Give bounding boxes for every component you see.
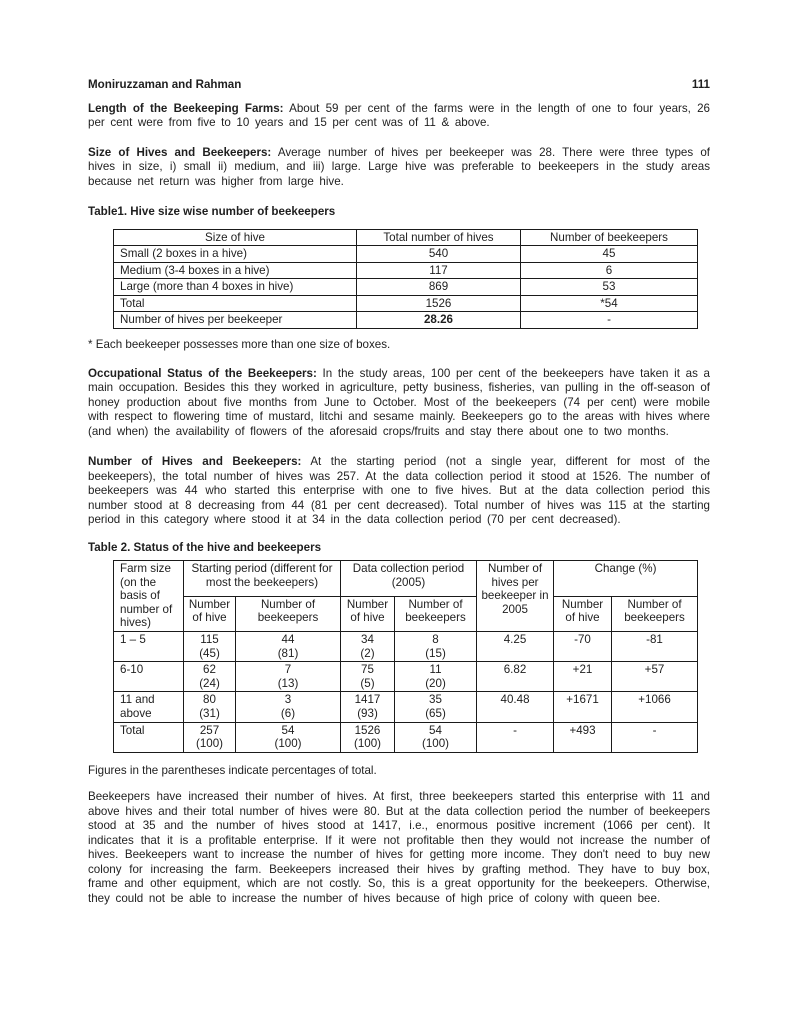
table2-subheader-hive: Number of hive	[341, 596, 395, 631]
table-cell: Large (more than 4 boxes in hive)	[114, 279, 357, 296]
table1-hive-size	[113, 229, 698, 330]
table-cell: 1526 (100)	[341, 722, 395, 752]
table-cell: +1671	[554, 692, 612, 722]
table2-subheader-beekeepers: Number of beekeepers	[236, 596, 341, 631]
table-row	[114, 662, 698, 692]
table-cell: *54	[521, 295, 698, 312]
table-cell: 62 (24)	[184, 662, 236, 692]
table-cell: +493	[554, 722, 612, 752]
table2-subheader-beekeepers: Number of beekeepers	[395, 596, 477, 631]
table2-subheader-beekeepers: Number of beekeepers	[612, 596, 698, 631]
table2-header-change: Change (%)	[554, 561, 698, 596]
table-cell: -81	[612, 632, 698, 662]
table-row	[114, 279, 698, 296]
paragraph-text: In the study areas, 100 per cent of the beekeepers have taken it as a main occupation. Besides this they worked in agriculture, petty business, fisheries, van pulling in the off-season of honey production about five months from June to October. Most of the beekeepers (74 per cent) were mobile with respect to flowering time of mustard, litchi and sesame mainly. Beekeepers go to the areas with hives where (and when) the availability of flowers of the aforesaid crops/fruits and stay there about one to two months.	[88, 366, 711, 438]
table-row	[114, 722, 698, 752]
table-cell: 11 and above	[114, 692, 184, 722]
table-row	[114, 692, 698, 722]
paragraph-lead: Occupational Status of the Beekeepers:	[88, 366, 317, 380]
table2-header-hives-per-beekeeper: Number of hives per beekeeper in 2005	[477, 561, 554, 632]
running-head	[88, 78, 710, 93]
table-row	[114, 312, 698, 329]
paragraph-length-of-farms	[88, 102, 710, 131]
table-cell: -	[477, 722, 554, 752]
table1-title: Table1. Hive size wise number of beekeepers	[88, 205, 336, 218]
table-cell: 1 – 5	[114, 632, 184, 662]
table-cell: 540	[357, 246, 521, 263]
running-head-authors: Moniruzzaman and Rahman	[88, 78, 242, 91]
table-cell: +21	[554, 662, 612, 692]
table-row	[114, 246, 698, 263]
table-cell: 1526	[357, 295, 521, 312]
table2-header-collection-period: Data collection period (2005)	[341, 561, 477, 596]
table2-header-row-1	[114, 561, 698, 596]
table1-header-size: Size of hive	[114, 229, 357, 246]
paragraph-text: At the starting period (not a single year, different for most of the beekeepers), the total number of hives was 257. At the data collection period it stood at 1526. The number of beekeepers was 44 who started this enterprise with one to five hives. But at the data collection period this number stood at 8 decreasing from 44 (81 per cent decreased). Total number of hives was 115 at the starting period in this category where stood it at 34 in the data collection period (70 per cent decreased).	[88, 455, 711, 527]
table2-header-row-2	[114, 596, 698, 631]
table2-title: Table 2. Status of the hive and beekeepers	[88, 540, 322, 554]
table-cell: 6.82	[477, 662, 554, 692]
table-cell: 3 (6)	[236, 692, 341, 722]
paragraph-closing	[88, 790, 710, 906]
paragraph-size-of-hives	[88, 146, 710, 190]
table-cell: 28.26	[357, 312, 521, 329]
table2-header-starting-period: Starting period (different for most the beekeepers)	[184, 561, 341, 596]
table-cell: 54 (100)	[236, 722, 341, 752]
table-cell: 40.48	[477, 692, 554, 722]
table-cell: Number of hives per beekeeper	[114, 312, 357, 329]
table-cell: 117	[357, 262, 521, 279]
table2-subheader-hive: Number of hive	[554, 596, 612, 631]
table2-header-farm-size: Farm size (on the basis of number of hives)	[114, 561, 184, 632]
paragraph-number-of-hives	[88, 455, 710, 528]
table-cell: Total	[114, 295, 357, 312]
table-cell: -	[612, 722, 698, 752]
table-row	[114, 262, 698, 279]
table-cell: Total	[114, 722, 184, 752]
paragraph-text: About 59 per cent of the farms were in the length of one to four years, 26 per cent were from five to 10 years and 15 per cent was of 11 & above.	[88, 101, 710, 129]
table-row	[114, 632, 698, 662]
table-cell: 6-10	[114, 662, 184, 692]
table-cell: Small (2 boxes in a hive)	[114, 246, 357, 263]
paragraph-text: Beekeepers have increased their number of hives. At first, three beekeepers started this enterprise with 11 and above hives and their total number of hives were 80. But at the data collection period the number of beekeepers stood at 35 and the number of hives stood at 1417, i.e., enormous positive increment (1066 per cent). It indicates that it is a profitable enterprise. If it were not profitable then they would not increase the number of hives. Beekeepers want to increase the number of hives for getting more income. They don't need to buy new colony for increasing the farm. Beekeepers increased their hives by grafting method. They have to buy box, frame and other equipment, which are not costly. So, this is a great opportunity for the beekeepers. Otherwise, they could not be able to increase the number of hives because of high price of colony with queen bee.	[88, 790, 710, 905]
paragraph-occupational-status	[88, 367, 710, 440]
table-cell: 869	[357, 279, 521, 296]
table1-footnote: * Each beekeeper possesses more than one size of boxes.	[88, 338, 391, 352]
table-cell: Medium (3-4 boxes in a hive)	[114, 262, 357, 279]
table-cell: 115 (45)	[184, 632, 236, 662]
table-cell: +57	[612, 662, 698, 692]
table2-subheader-hive: Number of hive	[184, 596, 236, 631]
table-cell: 1417 (93)	[341, 692, 395, 722]
table-cell: 53	[521, 279, 698, 296]
table1-header-total-hives: Total number of hives	[357, 229, 521, 246]
table-cell: 75 (5)	[341, 662, 395, 692]
table-cell: 45	[521, 246, 698, 263]
table-cell: 6	[521, 262, 698, 279]
table-row	[114, 295, 698, 312]
table-cell: 35 (65)	[395, 692, 477, 722]
table1-header-beekeepers: Number of beekeepers	[521, 229, 698, 246]
paragraph-lead: Size of Hives and Beekeepers:	[88, 145, 272, 159]
table-cell: -70	[554, 632, 612, 662]
running-head-page-number: 111	[691, 78, 710, 91]
paragraph-lead: Length of the Beekeeping Farms:	[88, 101, 284, 115]
table-cell: 80 (31)	[184, 692, 236, 722]
table2-footnote: Figures in the parentheses indicate percentages of total.	[88, 763, 377, 777]
table-cell: 11 (20)	[395, 662, 477, 692]
table-cell: 257 (100)	[184, 722, 236, 752]
table-cell: 8 (15)	[395, 632, 477, 662]
paragraph-text: Average number of hives per beekeeper was 28. There were three types of hives in size, i) small ii) medium, and iii) large. Large hive was preferable to beekeepers in the study areas because net return was higher from large hive.	[88, 145, 711, 188]
table-cell: 34 (2)	[341, 632, 395, 662]
paragraph-lead: Number of Hives and Beekeepers:	[88, 455, 302, 469]
table-cell: +1066	[612, 692, 698, 722]
table-cell: 7 (13)	[236, 662, 341, 692]
table2-hive-status	[113, 560, 698, 753]
table1-header-row	[114, 229, 698, 246]
table-cell: -	[521, 312, 698, 329]
table-cell: 44 (81)	[236, 632, 341, 662]
page-content	[88, 78, 710, 906]
table-cell: 4.25	[477, 632, 554, 662]
table-cell: 54 (100)	[395, 722, 477, 752]
